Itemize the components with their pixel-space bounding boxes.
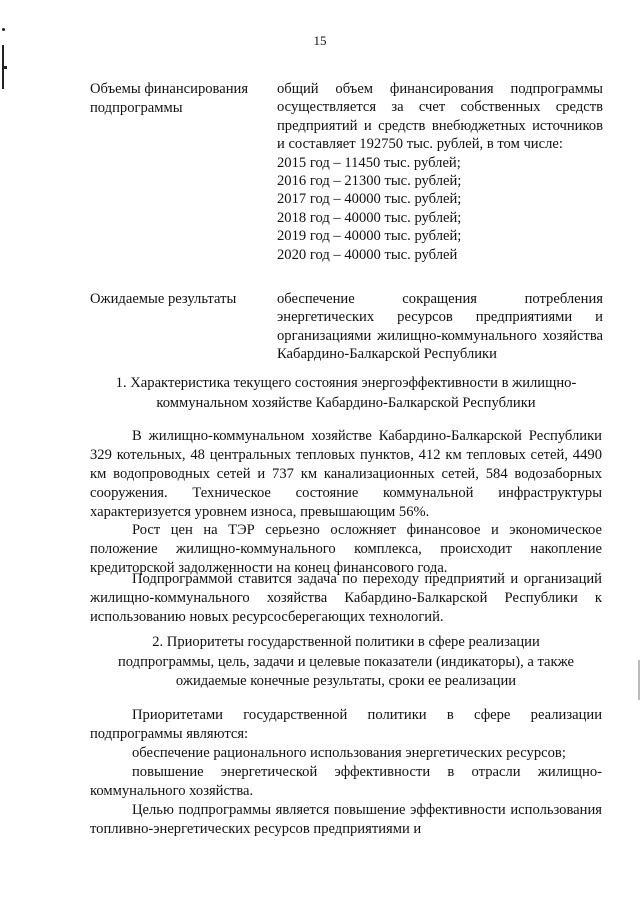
financing-label	[90, 80, 270, 118]
section2-heading-line: ожидаемые конечные результаты, сроки ее реализации	[175, 673, 517, 689]
scan-mark	[2, 28, 5, 31]
section1-heading	[90, 374, 602, 413]
page-number: 15	[313, 33, 327, 48]
financing-label-line: Объемы финансирования	[90, 81, 249, 97]
financing-year-2018: 2018 год – 40000 тыс. рублей;	[277, 209, 462, 226]
section2-paragraph-2: обеспечение рационального использования энергетических ресурсов;	[132, 745, 566, 761]
section1-paragraph-1: В жилищно-коммунальном хозяйстве Кабардино-Балкарской Республики 329 котельных, 48 центральных тепловых пунктов, 412 км тепловых сетей, 4490 км водопроводных сетей и 737 км канализационных сетей, 584 водозаборных сооружения. Техническое состояние коммунальной инфраструктуры характеризуется уровнем износа, превышающим 56%.	[90, 428, 602, 520]
section2-heading	[90, 633, 602, 692]
section2-paragraph-4: Целью подпрограммы является повышение эффективности использования топливно-энергетических ресурсов предприятиями и	[90, 802, 602, 837]
results-label: Ожидаемые результаты	[90, 291, 237, 307]
financing-value	[277, 80, 603, 264]
financing-year-2020: 2020 год – 40000 тыс. рублей	[277, 246, 458, 263]
section2-paragraph-3: повышение энергетической эффективности в отрасли жилищно-коммунального хозяйства.	[90, 764, 602, 799]
financing-year-2019: 2019 год – 40000 тыс. рублей;	[277, 228, 462, 245]
financing-text: общий объем финансирования подпрограммы осуществляется за счет собственных средств предприятий и средств внебюджетных источников и составляет 192750 тыс. рублей, в том числе:	[277, 81, 603, 153]
section2-paragraph-1: Приоритетами государственной политики в сфере реализации подпрограммы являются:	[90, 707, 602, 742]
financing-year-2017: 2017 год – 40000 тыс. рублей;	[277, 191, 462, 208]
financing-year-2015: 2015 год – 11450 тыс. рублей;	[277, 154, 461, 171]
section1-paragraph-3: Подпрограммой ставится задача по переходу предприятий и организаций жилищно-коммунального хозяйства Кабардино-Балкарской Республики к использованию новых ресурсосберегающих технологий.	[90, 571, 602, 625]
section2-heading-line: подпрограммы, цель, задачи и целевые показатели (индикаторы), а также	[117, 653, 574, 670]
section1-paragraph-2: Рост цен на ТЭР серьезно осложняет финансовое и экономическое положение жилищно-коммунального комплекса, происходит накопление кредиторской задолженности на конец финансового года.	[90, 522, 602, 576]
section2-heading-line: 2. Приоритеты государственной политики в сфере реализации	[152, 634, 540, 650]
section1-heading-line: 1. Характеристика текущего состояния энергоэффективности в жилищно-	[115, 375, 577, 391]
results-value: обеспечение сокращения потребления энергетических ресурсов предприятиями и организациями жилищно-коммунального хозяйства Кабардино-Балкарской Республики	[277, 291, 603, 363]
section1-heading-line: коммунальном хозяйстве Кабардино-Балкарской Республики	[156, 394, 536, 411]
financing-year-2016: 2016 год – 21300 тыс. рублей;	[277, 173, 462, 190]
scan-tick	[2, 66, 7, 69]
financing-label-line: подпрограммы	[90, 100, 183, 116]
